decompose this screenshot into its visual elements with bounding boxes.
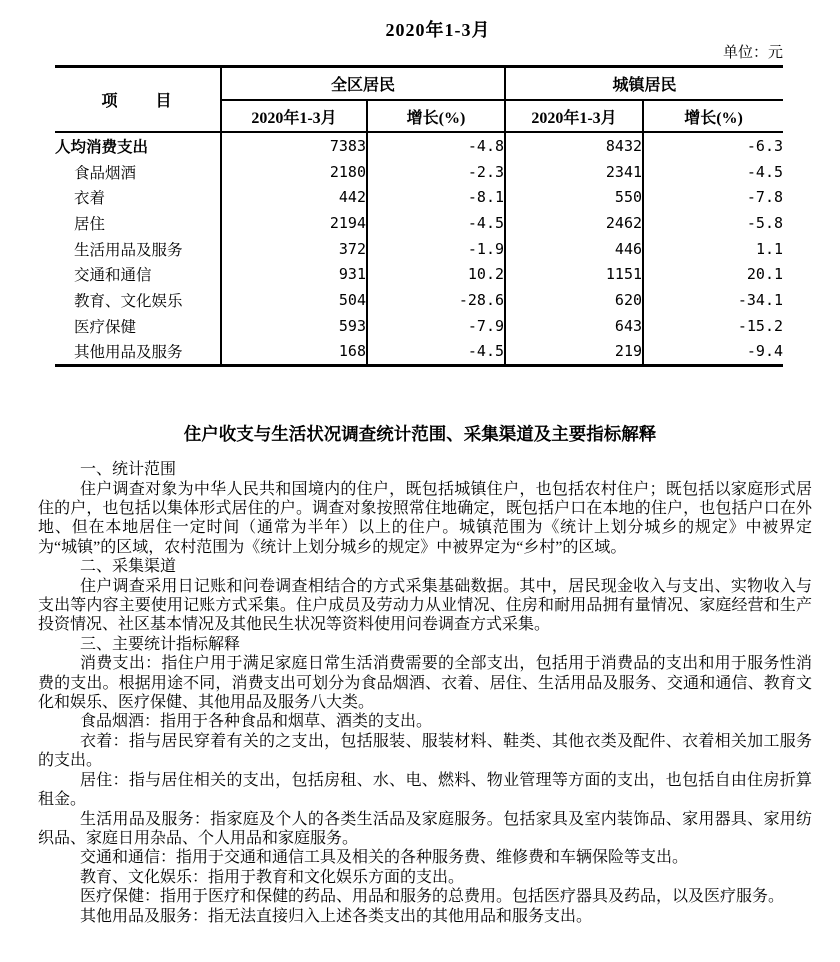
column-header-item: 项 目 bbox=[55, 67, 221, 133]
column-header-period-all: 2020年1-3月 bbox=[221, 100, 367, 132]
row-value-cell: 372 bbox=[221, 236, 367, 262]
row-item-label: 其他用品及服务 bbox=[74, 344, 183, 362]
row-value-cell: -28.6 bbox=[367, 287, 505, 313]
table-body bbox=[55, 132, 783, 366]
row-value-cell: 643 bbox=[505, 313, 643, 339]
row-value-cell: -34.1 bbox=[643, 287, 783, 313]
row-value-cell: -2.3 bbox=[367, 159, 505, 185]
row-value-cell: 2341 bbox=[505, 159, 643, 185]
row-value-cell: -15.2 bbox=[643, 313, 783, 339]
row-value-cell: 2462 bbox=[505, 210, 643, 236]
row-item-label: 教育、文化娱乐 bbox=[74, 292, 183, 310]
row-item-label: 食品烟酒 bbox=[74, 164, 137, 182]
row-item-label: 人均消费支出 bbox=[55, 138, 149, 156]
column-group-urban-residents: 城镇居民 bbox=[505, 67, 783, 101]
notes-paragraph: 住户调查对象为中华人民共和国境内的住户，既包括城镇住户，也包括农村住户；既包括以家庭形式居住的户，也包括以集体形式居住的户。调查对象按照常住地确定，既包括户口在本地的住户，也包括户口在外地、但在本地居住一定时间（通常为半年）以上的住户。城镇范围为《统计上划分城乡的规定》中被界定为“城镇”的区域，农村范围为《统计上划分城乡的规定》中被界定为“乡村”的区域。 bbox=[38, 480, 812, 556]
table-row bbox=[55, 261, 783, 287]
row-item-label: 交通和通信 bbox=[74, 267, 152, 285]
row-item-label: 衣着 bbox=[74, 190, 106, 208]
notes-paragraph: 交通和通信：指用于交通和通信工具及相关的各种服务费、维修费和车辆保险等支出。 bbox=[80, 849, 689, 867]
row-value-cell: 446 bbox=[505, 236, 643, 262]
notes-body bbox=[38, 460, 812, 926]
row-value-cell: 442 bbox=[221, 184, 367, 210]
row-value-cell: -5.8 bbox=[643, 210, 783, 236]
row-value-cell: 550 bbox=[505, 184, 643, 210]
row-value-cell: 1151 bbox=[505, 261, 643, 287]
row-value-cell: 168 bbox=[221, 339, 367, 366]
row-item-label: 居住 bbox=[74, 215, 106, 233]
row-value-cell: -6.3 bbox=[643, 132, 783, 159]
row-item-label: 生活用品及服务 bbox=[74, 241, 183, 259]
column-group-all-residents: 全区居民 bbox=[221, 67, 505, 101]
unit-label: 单位：元 bbox=[722, 45, 783, 61]
row-value-cell: -8.1 bbox=[367, 184, 505, 210]
notes-paragraph: 教育、文化娱乐：指用于教育和文化娱乐方面的支出。 bbox=[80, 868, 465, 886]
row-value-cell: 931 bbox=[221, 261, 367, 287]
notes-paragraph: 食品烟酒：指用于各种食品和烟草、酒类的支出。 bbox=[80, 713, 433, 731]
row-value-cell: -9.4 bbox=[643, 339, 783, 366]
page-title: 2020年1-3月 bbox=[385, 20, 491, 40]
column-header-growth-all: 增长(%) bbox=[367, 100, 505, 132]
table-row bbox=[55, 236, 783, 262]
row-value-cell: -4.5 bbox=[367, 210, 505, 236]
row-value-cell: 2194 bbox=[221, 210, 367, 236]
row-value-cell: -7.9 bbox=[367, 313, 505, 339]
row-value-cell: -4.8 bbox=[367, 132, 505, 159]
row-value-cell: 593 bbox=[221, 313, 367, 339]
table-row bbox=[55, 184, 783, 210]
row-value-cell: 620 bbox=[505, 287, 643, 313]
row-value-cell: 504 bbox=[221, 287, 367, 313]
table-row bbox=[55, 339, 783, 366]
notes-paragraph: 住户调查采用日记账和问卷调查相结合的方式采集基础数据。其中，居民现金收入与支出、实物收入与支出等内容主要使用记账方式采集。住户成员及劳动力从业情况、住房和耐用品拥有量情况、家庭经营和生产投资情况、社区基本情况及其他民生状况等资料使用问卷调查方式采集。 bbox=[38, 577, 812, 634]
row-value-cell: 7383 bbox=[221, 132, 367, 159]
row-item-label: 医疗保健 bbox=[74, 318, 137, 336]
notes-heading: 住户收支与生活状况调查统计范围、采集渠道及主要指标解释 bbox=[183, 424, 657, 445]
notes-paragraph: 医疗保健：指用于医疗和保健的药品、用品和服务的总费用。包括医疗器具及药品，以及医疗服务。 bbox=[80, 888, 785, 906]
row-value-cell: 20.1 bbox=[643, 261, 783, 287]
row-value-cell: 2180 bbox=[221, 159, 367, 185]
document-page bbox=[0, 18, 840, 962]
statistics-table bbox=[55, 65, 783, 367]
row-value-cell: 10.2 bbox=[367, 261, 505, 287]
notes-paragraph: 消费支出：指住户用于满足家庭日常生活消费需要的全部支出，包括用于消费品的支出和用于服务性消费的支出。根据用途不同，消费支出可划分为食品烟酒、衣着、居住、生活用品及服务、交通和通信、教育文化和娱乐、医疗保健、其他用品及服务八大类。 bbox=[38, 655, 812, 712]
row-value-cell: -7.8 bbox=[643, 184, 783, 210]
notes-paragraph: 二、采集渠道 bbox=[80, 558, 177, 576]
table-header-group-row bbox=[55, 67, 783, 101]
column-header-growth-urban: 增长(%) bbox=[643, 100, 783, 132]
row-value-cell: -1.9 bbox=[367, 236, 505, 262]
row-value-cell: 219 bbox=[505, 339, 643, 366]
column-header-period-urban: 2020年1-3月 bbox=[505, 100, 643, 132]
table-row bbox=[55, 210, 783, 236]
notes-paragraph: 其他用品及服务：指无法直接归入上述各类支出的其他用品和服务支出。 bbox=[80, 907, 593, 925]
notes-paragraph: 居住：指与居住相关的支出，包括房租、水、电、燃料、物业管理等方面的支出，也包括自由住房折算租金。 bbox=[38, 771, 812, 809]
row-value-cell: 1.1 bbox=[643, 236, 783, 262]
notes-paragraph: 生活用品及服务：指家庭及个人的各类生活品及家庭服务。包括家具及室内装饰品、家用器具、家用纺织品、家庭日用杂品、个人用品和家庭服务。 bbox=[38, 810, 812, 847]
table-row bbox=[55, 287, 783, 313]
table-row bbox=[55, 132, 783, 159]
notes-paragraph: 三、主要统计指标解释 bbox=[80, 635, 241, 653]
table-row bbox=[55, 313, 783, 339]
notes-paragraph: 一、统计范围 bbox=[80, 461, 177, 479]
row-value-cell: 8432 bbox=[505, 132, 643, 159]
row-value-cell: -4.5 bbox=[643, 159, 783, 185]
row-value-cell: -4.5 bbox=[367, 339, 505, 366]
notes-paragraph: 衣着：指与居民穿着有关的之支出，包括服装、服装材料、鞋类、其他衣类及配件、衣着相关加工服务的支出。 bbox=[38, 732, 812, 770]
table-row bbox=[55, 159, 783, 185]
